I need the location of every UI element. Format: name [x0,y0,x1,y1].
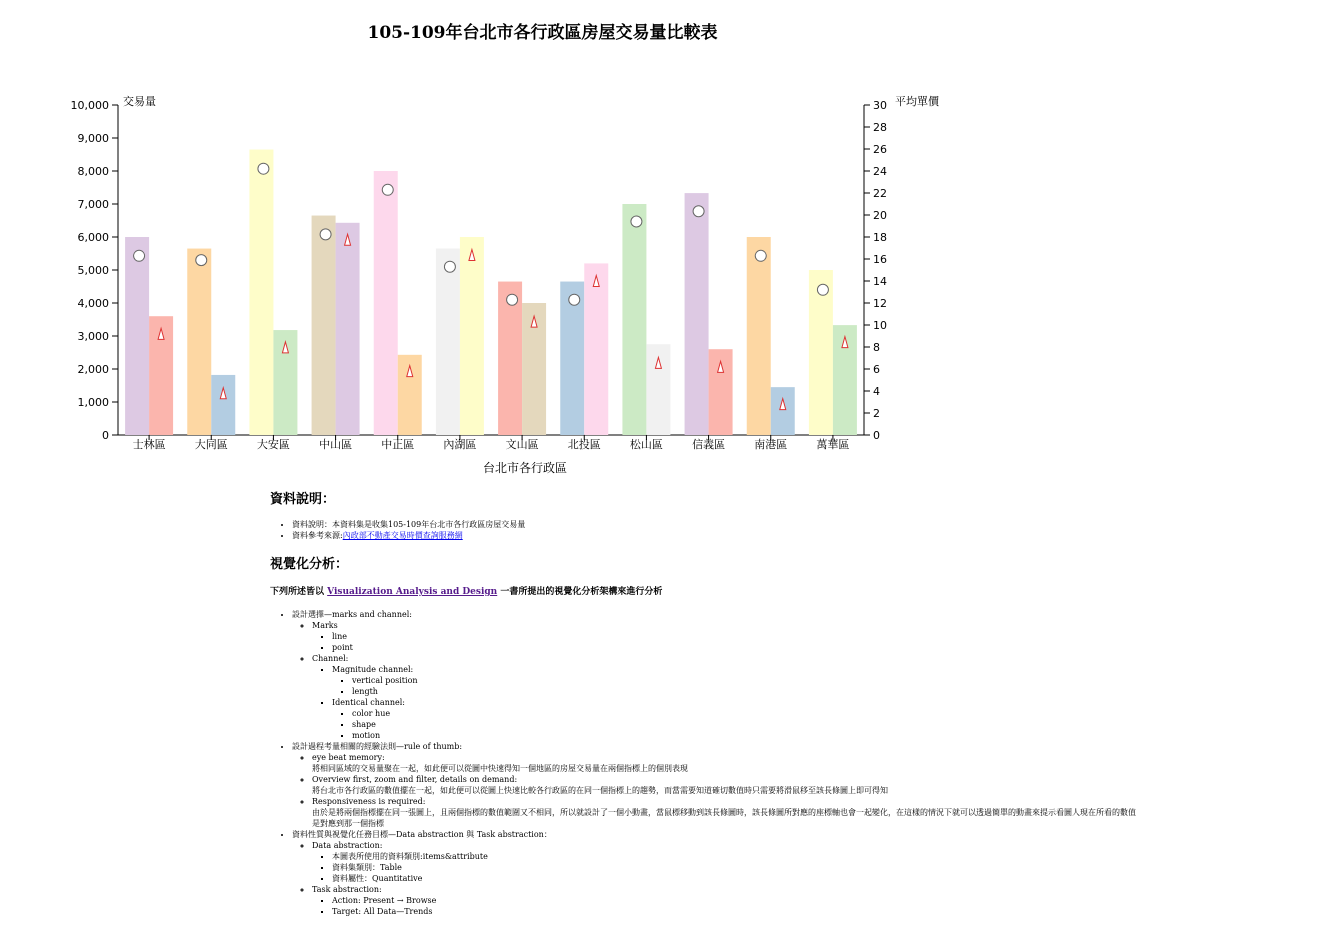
y-tick-label-right: 10 [873,319,887,332]
circle-marker [755,250,766,261]
lead-suffix: 一書所提出的視覺化分析架構來進行分析 [500,587,663,597]
x-tick-label: 士林區 [132,438,166,451]
y-tick-label-right: 26 [873,143,887,156]
overview-item [312,774,1320,796]
data-abs-label: Data abstraction: [312,841,383,850]
x-tick-label: 信義區 [692,438,726,451]
circle-marker [631,216,642,227]
circle-marker [320,229,331,240]
mark-line: ▪ line [332,631,1320,642]
y-tick-label-right: 4 [873,385,880,398]
x-tick-label: 北投區 [567,438,601,451]
marks-item [312,620,1320,653]
bar-series-a [685,193,709,435]
book-link[interactable]: Visualization Analysis and Design [327,587,498,597]
abstraction-item [292,829,1320,917]
design-item [292,609,1320,741]
data-desc: • 資料說明：本資料集是收集105-109年台北市各行政區房屋交易量 [292,519,1320,530]
x-tick-label: 大安區 [256,438,290,451]
design-label: 設計選擇—marks and channel: [292,610,412,619]
magnitude-item [332,664,1320,697]
identical-item [332,697,1320,741]
y-tick-label-left: 2,000 [77,363,109,376]
x-tick-label: 中正區 [381,438,415,451]
y-tick-label-right: 30 [873,99,887,112]
source-link[interactable]: 內政部不動產交易時價查詢服務網 [342,531,463,540]
x-tick-label: 中山區 [319,438,353,451]
source-prefix: 資料參考來源: [292,531,343,540]
eye-desc: 將相同區域的交易量聚在一起，如此便可以從圖中快速得知一個地區的房屋交易量在兩個指標上的個別表現 [312,764,688,773]
bar-series-a [747,237,771,435]
circle-marker [444,261,455,272]
identical-label: Identical channel: [332,698,405,707]
circle-marker [258,163,269,174]
bar-series-b [336,223,360,435]
y-tick-label-left: 10,000 [70,99,109,112]
y-tick-label-right: 12 [873,297,887,310]
channel-item [312,653,1320,741]
chart-title: 105-109年台北市各行政區房屋交易量比較表 [367,23,718,43]
viz-heading: 視覺化分析： [270,557,349,572]
ta1-item: ▪ Action: Present → Browse [332,895,1320,906]
y-tick-label-right: 24 [873,165,887,178]
y-tick-label-left: 1,000 [77,396,109,409]
data-abs-item [312,840,1320,884]
y-tick-label-right: 22 [873,187,887,200]
y-tick-label-right: 8 [873,341,880,354]
lead-text [270,584,1320,597]
bar-series-a [312,216,336,435]
x-tick-label: 南港區 [754,438,788,451]
y-axis-label-left: 交易量 [123,95,156,108]
y-axis-label-right: 平均單價 [895,95,939,108]
x-tick-label: 文山區 [505,438,539,451]
y-tick-label-right: 16 [873,253,887,266]
shape-item: ▪ shape [352,719,1320,730]
data-source [292,530,1320,541]
motion-item: ▪ motion [352,730,1320,741]
da3-item: ▪ 資料屬性：Quantitative [332,873,1320,884]
y-tick-label-left: 0 [102,429,109,442]
abstraction-label: 資料性質與視覺化任務目標—Data abstraction 與 Task abstraction： [292,830,552,839]
notes-section [270,488,1320,917]
circle-marker [507,294,518,305]
magnitude-label: Magnitude channel: [332,665,414,674]
hue-item: ▪ color hue [352,708,1320,719]
task-abs-item [312,884,1320,917]
y-tick-label-right: 20 [873,209,887,222]
rules-item [292,741,1320,829]
marks-label: Marks [312,621,338,630]
overview-desc: 將台北市各行政區的數值擺在一起，如此便可以從圖上快速比較各行政區的在同一個指標上的趨勢，而當需要知道確切數值時只需要將滑鼠移至該長條圖上即可得知 [312,786,888,795]
circle-marker [693,206,704,217]
y-tick-label-left: 3,000 [77,330,109,343]
circle-marker [382,184,393,195]
x-tick-label: 萬華區 [816,438,850,451]
bar-series-a [125,237,149,435]
data-list [270,519,1320,541]
overview-label: Overview first, zoom and filter, details on demand: [312,775,518,784]
y-tick-label-left: 7,000 [77,198,109,211]
y-tick-label-left: 8,000 [77,165,109,178]
length-item: ▪ length [352,686,1320,697]
circle-marker [817,284,828,295]
channel-label: Channel: [312,654,349,663]
x-axis-label: 台北市各行政區 [482,461,568,475]
rules-label: 設計過程考量相關的經驗法則—rule of thumb: [292,742,463,751]
circle-marker [569,294,580,305]
bar-series-a [187,249,211,435]
y-tick-label-right: 18 [873,231,887,244]
eye-label: eye beat memory: [312,753,385,762]
y-tick-label-right: 14 [873,275,887,288]
y-tick-label-right: 6 [873,363,880,376]
resp-item [312,796,1320,829]
bar-series-b [211,375,235,435]
bar-series-a [436,249,460,435]
y-tick-label-right: 28 [873,121,887,134]
y-tick-label-right: 0 [873,429,880,442]
bar-series-b [771,387,795,435]
da1-item: ▪ 本圖表所使用的資料類別:items&attribute [332,851,1320,862]
y-tick-label-left: 6,000 [77,231,109,244]
x-tick-label: 松山區 [629,438,663,451]
bar-series-a [374,171,398,435]
bar-series-a [249,150,273,435]
y-tick-label-right: 2 [873,407,880,420]
lead-prefix: 下列所述皆以 [270,587,325,597]
circle-marker [134,250,145,261]
resp-label: Responsiveness is required: [312,797,426,806]
da2-item: ▪ 資料集類別：Table [332,862,1320,873]
eye-item [312,752,1320,774]
y-tick-label-left: 4,000 [77,297,109,310]
bar-series-a [622,204,646,435]
bar-series-b [584,263,608,435]
ta2-item: ▪ Target: All Data—Trends [332,906,1320,917]
vpos-item: ▪ vertical position [352,675,1320,686]
circle-marker [196,255,207,266]
task-abs-label: Task abstraction: [312,885,382,894]
x-tick-label: 內湖區 [443,438,477,451]
analysis-list [270,609,1320,917]
bar-series-b [460,237,484,435]
y-tick-label-left: 9,000 [77,132,109,145]
x-tick-label: 大同區 [194,438,228,451]
resp-desc: 由於是將兩個指標擺在同一張圖上，且兩個指標的數值範圍又不相同，所以就設計了一個小動畫，當鼠標移動到該長條圖時，該長條圖所對應的座標軸也會一起變化，在這樣的情況下就可以透過簡單的動畫來提示看圖人現在所看的數值是對應到那一個指標 [312,808,1136,828]
bar-chart[interactable] [0,0,1000,480]
mark-point: ▪ point [332,642,1320,653]
y-tick-label-left: 5,000 [77,264,109,277]
data-heading: 資料說明： [270,492,336,507]
